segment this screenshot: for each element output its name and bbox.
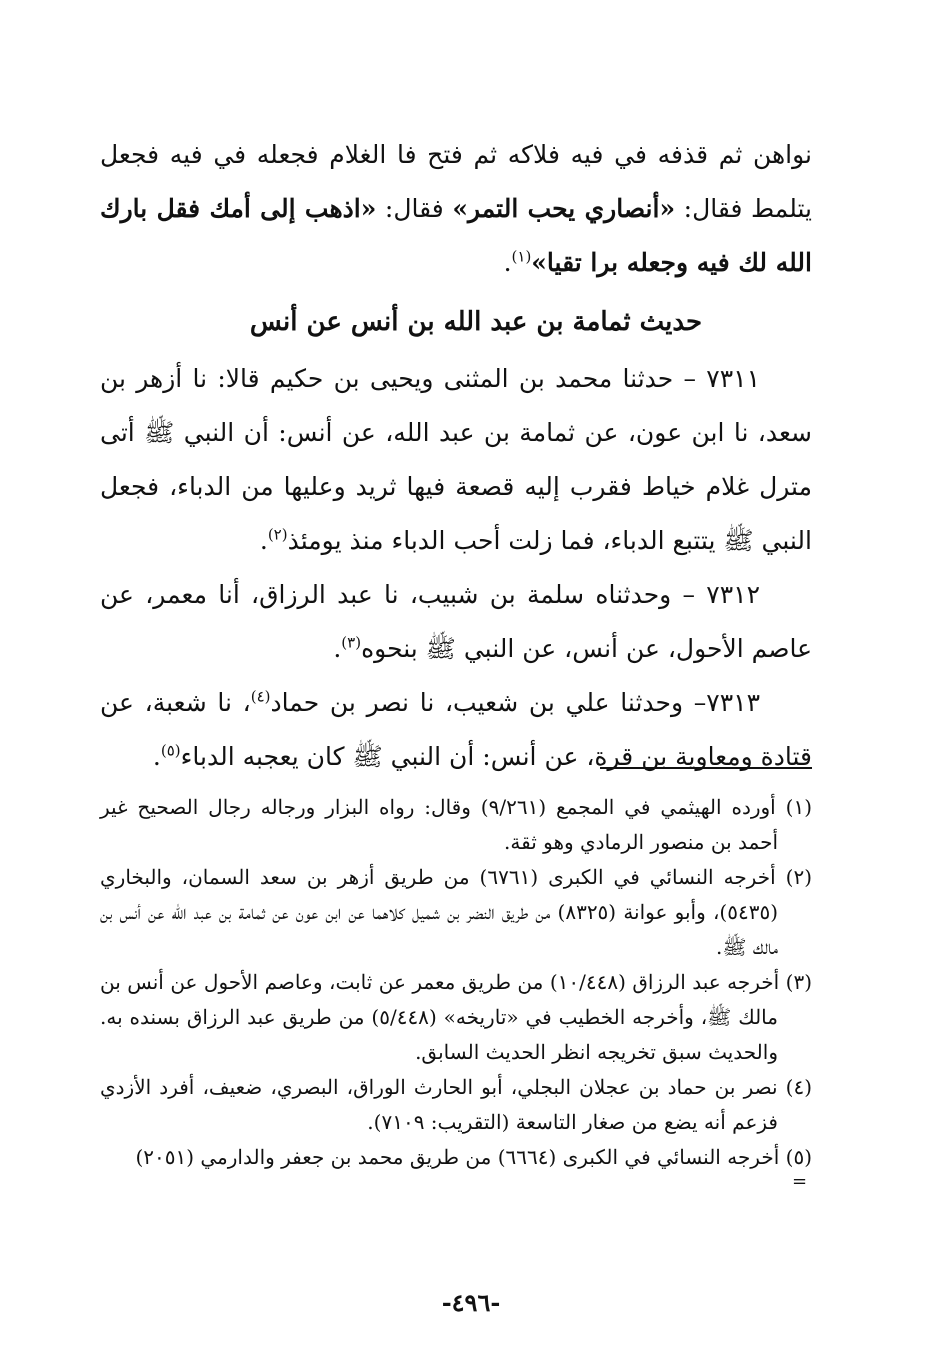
hadith-text: ٧٣١٣– وحدثنا علي بن شعيب، نا نصر بن حماد <box>270 688 760 717</box>
footnote-2: (٢) أخرجه النسائي في الكبرى (٦٧٦١) من طريق أزهر بن سعد السمان، والبخاري (٥٤٣٥)، وأبو عوانة (٨٣٢٥) من طريق النضر بن شميل كلاهما عن ابن عون عن ثمامة بن عبد الله عن أنس بن مالك ﷺ. <box>100 865 812 959</box>
footnote-ref-1[interactable]: (١) <box>511 247 532 266</box>
quote-ansari: «أنصاري يحب التمر» <box>452 194 676 223</box>
intro-connector: فقال: <box>376 194 453 223</box>
intro-paragraph <box>100 128 812 290</box>
footnote-1: (١) أورده الهيثمي في المجمع (٩/٢٦١) وقال: رواه البزار ورجاله رجال الصحيح غير أحمد بن منصور الرمادي وهو ثقة. <box>100 795 812 854</box>
hadith-text: ٧٣١٢ – وحدثناه سلمة بن شبيب، نا عبد الرزاق، أنا معمر، عن عاصم الأحول، عن أنس، عن النبي ﷺ بنحوه <box>100 580 812 663</box>
continuation-mark: = <box>792 1171 808 1192</box>
footnote-ref-4[interactable]: (٤) <box>250 687 271 706</box>
footnote-ref-2[interactable]: (٢) <box>267 525 288 544</box>
intro-end: . <box>503 248 512 277</box>
intro-line: نواهن ثم قذفه في فيه فلاكه ثم فتح فا الغلام فجعله في فيه فجعل يتلمط فقال: <box>100 140 812 223</box>
quote-prayer: «اذهب إلى أمك فقل بارك الله لك فيه وجعله برا تقيا» <box>100 194 812 277</box>
hadith-end: . <box>259 526 268 555</box>
main-text <box>100 128 812 784</box>
hadith-7311 <box>100 352 812 568</box>
footnote-ref-3[interactable]: (٣) <box>341 633 362 652</box>
footnote-separator <box>600 767 812 769</box>
hadith-end: . <box>152 742 161 771</box>
hadith-7312 <box>100 568 812 676</box>
footnote-4: (٤) نصر بن حماد بن عجلان البجلي، أبو الحارث الوراق، البصري، ضعيف، أفرد الأزدي فزعم أنه يضع من صغار التاسعة (التقريب: ٧١٠٩). <box>100 1075 812 1134</box>
section-heading: حديث ثمامة بن عبد الله بن أنس عن أنس <box>249 307 703 337</box>
footnote-3: (٣) أخرجه عبد الرزاق (١٠/٤٤٨) من طريق معمر عن ثابت، وعاصم الأحول عن أنس بن مالك ﷺ، وأخرجه الخطيب في «تاريخه» (٥/٤٤٨) من طريق عبد الرزاق بسنده به. والحديث سبق تخريجه انظر الحديث السابق. <box>100 970 812 1064</box>
footnote-5: (٥) أخرجه النسائي في الكبرى (٦٦٦٤) من طريق محمد بن جعفر والدارمي (٢٠٥١) <box>135 1145 812 1169</box>
footnote-ref-5[interactable]: (٥) <box>160 741 181 760</box>
hadith-text: ، نا شعبة، عن قتادة ومعاوية بن قرة، عن أنس: أن النبي ﷺ كان يعجبه الدباء <box>100 688 812 771</box>
hadith-text: ٧٣١١ – حدثنا محمد بن المثنى ويحيى بن حكيم قالا: نا أزهر بن سعد، نا ابن عون، عن ثمامة بن عبد الله، عن أنس: أن النبي ﷺ أتى مترل غلام خياط فقرب إليه قصعة فيها ثريد وعليها من الدباء، فجعل النبي ﷺ يتتبع الدباء، فما زلت أحب الدباء منذ يومئذ <box>100 364 812 555</box>
footnotes <box>100 790 812 1192</box>
page-number: -٤٩٦- <box>441 1288 501 1317</box>
hadith-end: . <box>333 634 342 663</box>
